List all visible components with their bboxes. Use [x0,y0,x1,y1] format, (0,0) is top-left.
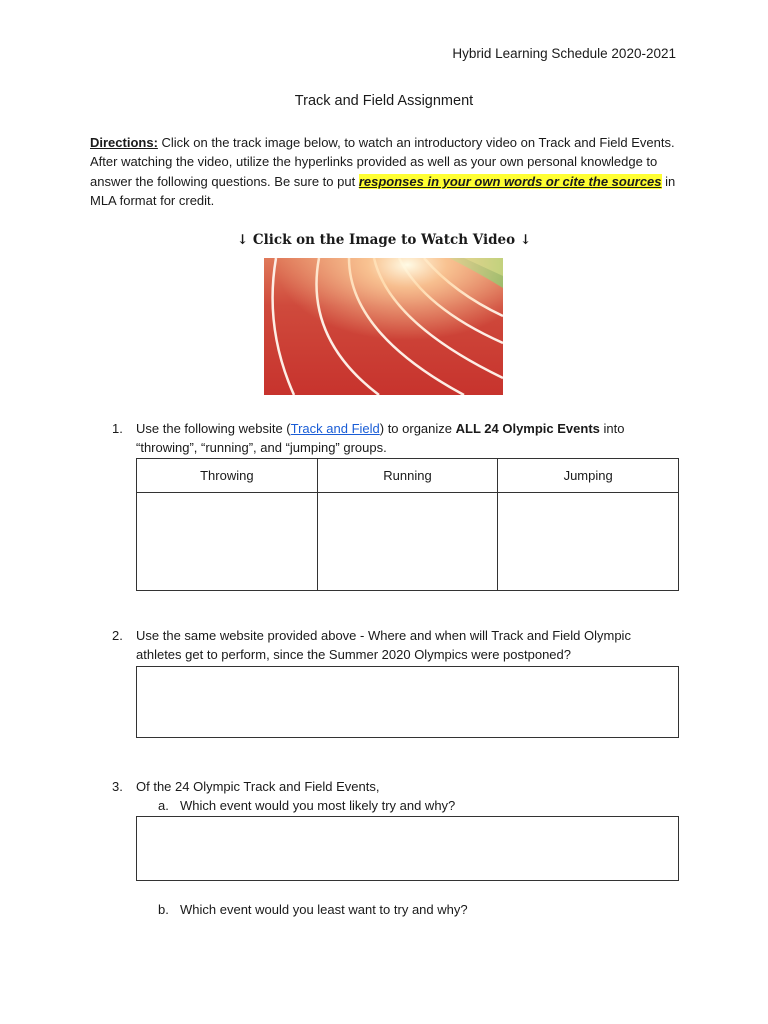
directions-text: Click on the track image below, to watch an introductory video on Track and Field Events. After watching the video, utilize the hyperlinks provided as well as your own personal knowledge to answer the following questions. Be sure to put [90,135,675,189]
question-3a-answer-box[interactable] [136,816,679,881]
question-3b-text: Which event would you least want to try and why? [180,902,468,917]
question-3 [112,777,652,796]
page-title: Track and Field Assignment [294,93,474,109]
directions-label: Directions: [90,135,158,150]
question-2-answer-box[interactable] [136,666,679,738]
question-1-bold: ALL 24 Olympic Events [455,421,600,436]
question-1-text-mid: ) to organize [379,421,456,436]
question-3a-text: Which event would you most likely try and why? [180,798,456,813]
question-1-text-end: into “throwing”, “running”, and “jumping” groups. [136,421,625,456]
running-track-icon [264,258,503,395]
question-2 [112,626,652,665]
page-header: Hybrid Learning Schedule 2020-2021 [452,46,676,61]
throwing-answer-cell[interactable] [137,493,318,591]
question-1-text: Use the following website ( [136,421,291,436]
question-1 [112,419,652,458]
video-caption: ↓ Click on the Image to Watch Video ↓ [236,232,532,248]
question-3b-label: b. [158,902,169,917]
directions-paragraph [90,133,680,210]
question-3a [158,796,658,815]
directions-highlight: responses in your own words or cite the sources [358,173,662,189]
event-groups-table [136,458,679,591]
column-running: Running [317,459,498,493]
question-3-number: 3. [112,779,123,794]
question-2-number: 2. [112,628,123,643]
question-2-text: Use the same website provided above - Where and when will Track and Field Olympic athletes get to perform, since the Summer 2020 Olympics were postponed? [136,628,631,663]
running-answer-cell[interactable] [317,493,498,591]
track-and-field-link[interactable]: Track and Field [290,421,380,436]
question-3-text: Of the 24 Olympic Track and Field Events, [136,779,380,794]
question-1-number: 1. [112,421,123,436]
column-throwing: Throwing [137,459,318,493]
directions-text-end: in MLA format for credit. [90,173,676,208]
question-3a-label: a. [158,798,169,813]
jumping-answer-cell[interactable] [498,493,679,591]
column-jumping: Jumping [498,459,679,493]
track-video-image[interactable] [264,258,503,395]
question-3b [158,900,658,919]
